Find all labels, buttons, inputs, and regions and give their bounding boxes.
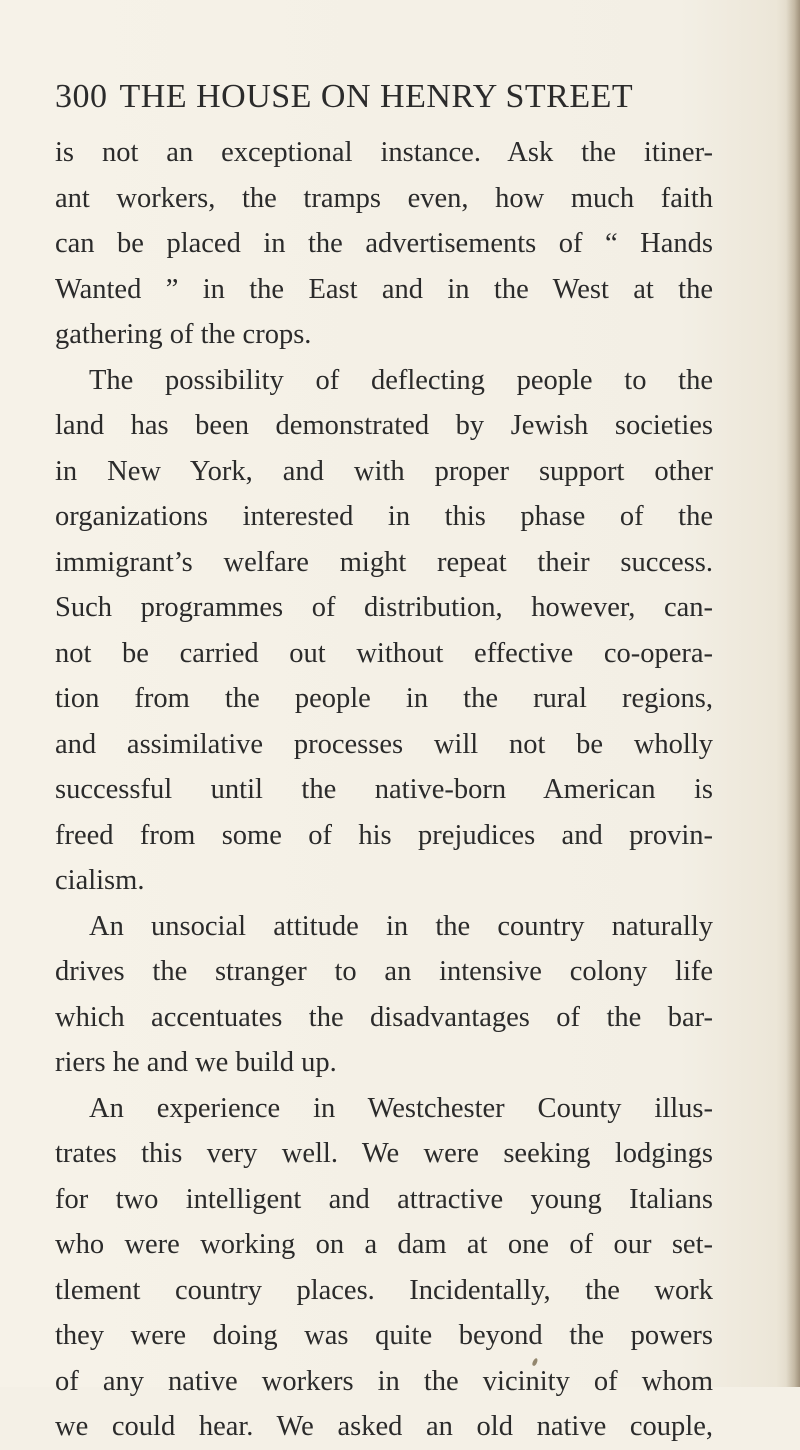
page-edge-shadow: [786, 0, 800, 1387]
text-line: in New York, and with proper support other: [55, 455, 713, 487]
text-line: riers he and we build up.: [55, 1047, 337, 1078]
text-line: drives the stranger to an intensive colony life: [55, 956, 713, 987]
text-line: immigrant’s welfare might repeat their success.: [55, 546, 713, 578]
text-line: The possibility of deflecting people to the: [89, 364, 713, 396]
text-line: which accentuates the disadvantages of the bar-: [55, 1001, 713, 1033]
text-line: trates this very well. We were seeking lodgings: [55, 1138, 713, 1169]
text-line: is not an exceptional instance. Ask the itiner-: [55, 137, 713, 168]
text-line: not be carried out without effective co-opera-: [55, 637, 713, 669]
body-text: [55, 130, 713, 1450]
page-number: 300: [55, 78, 108, 115]
text-line: land has been demonstrated by Jewish societies: [55, 410, 713, 441]
text-line: and assimilative processes will not be wholly: [55, 728, 713, 760]
text-line: for two intelligent and attractive young Italians: [55, 1183, 713, 1215]
text-line: An experience in Westchester County illus-: [89, 1092, 713, 1124]
text-line: gathering of the crops.: [55, 319, 312, 350]
text-line: who were working on a dam at one of our set-: [55, 1229, 713, 1260]
text-line: ant workers, the tramps even, how much faith: [55, 182, 713, 214]
text-line: organizations interested in this phase of the: [55, 501, 713, 532]
running-head: [55, 80, 633, 114]
text-line: we could hear. We asked an old native couple,: [55, 1411, 713, 1442]
text-line: of any native workers in the vicinity of whom: [55, 1365, 713, 1397]
text-line: Wanted ” in the East and in the West at the: [55, 273, 713, 305]
text-line: cialism.: [55, 865, 145, 896]
text-line: Such programmes of distribution, however, can-: [55, 592, 713, 623]
running-title: THE HOUSE ON HENRY STREET: [119, 78, 634, 115]
text-line: freed from some of his prejudices and provin-: [55, 819, 713, 851]
text-line: An unsocial attitude in the country naturally: [89, 910, 713, 942]
text-line: tlement country places. Incidentally, the work: [55, 1274, 713, 1306]
text-line: tion from the people in the rural regions,: [55, 683, 713, 714]
text-line: successful until the native-born American is: [55, 774, 713, 805]
text-line: can be placed in the advertisements of “ Hands: [55, 228, 713, 259]
text-line: they were doing was quite beyond the powers: [55, 1320, 713, 1351]
